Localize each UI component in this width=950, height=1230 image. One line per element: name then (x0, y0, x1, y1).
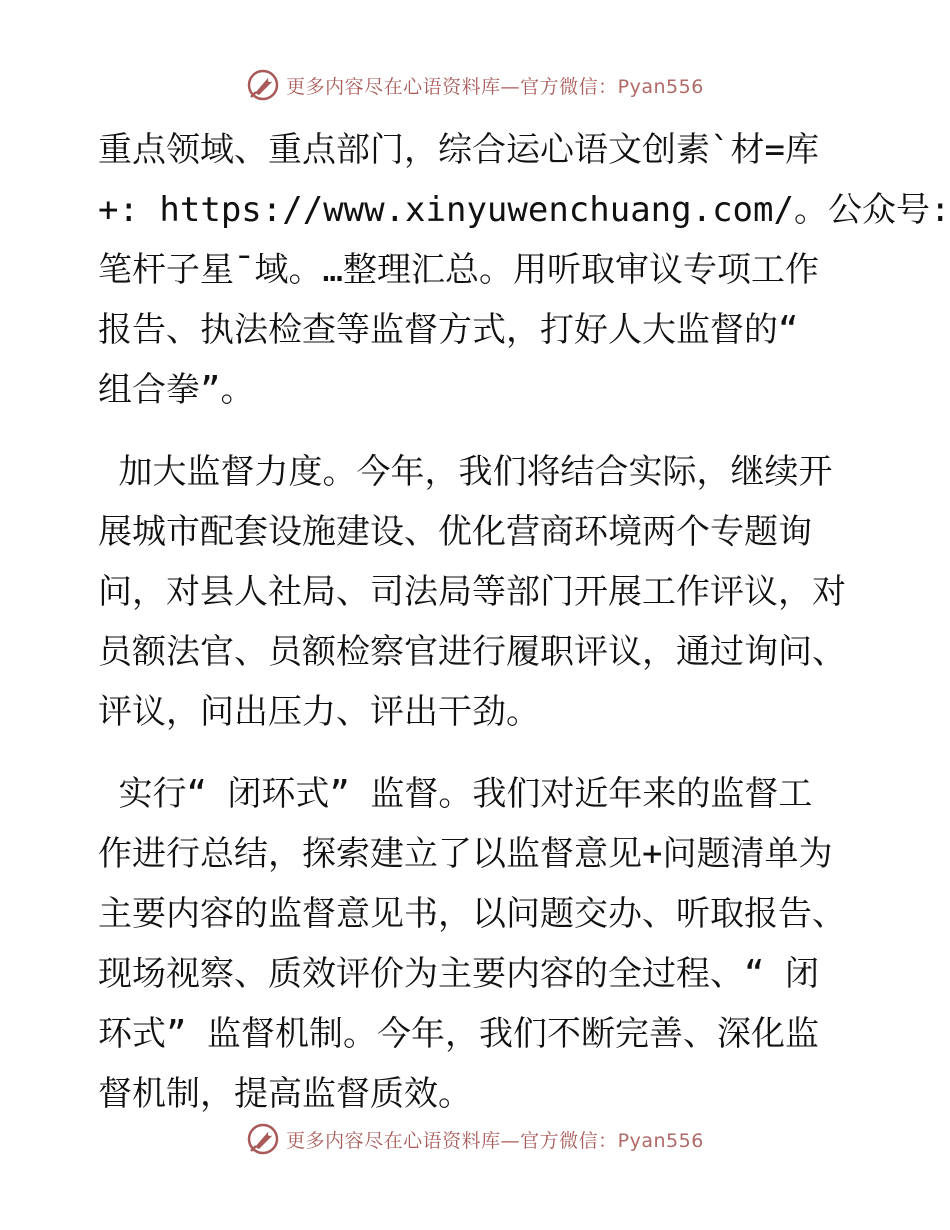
text-line: 重点领域、重点部门，综合运心语文创素`材=库 (98, 130, 819, 170)
text-line: 笔杆子星¯域。…整理汇总。用听取审议专项工作 (98, 250, 819, 290)
footer-watermark (0, 1122, 950, 1156)
text-line: 现场视察、质效评价为主要内容的全过程、“ 闭 (98, 954, 819, 994)
paragraph-3 (98, 764, 858, 1124)
watermark-handle: Pyan556 (617, 75, 704, 98)
watermark-text: 更多内容尽在心语资料库—官方微信： (286, 75, 618, 98)
text-line: 展城市配套设施建设、优化营商环境两个专题询 (98, 512, 812, 552)
text-line: 组合拳”。 (98, 370, 255, 410)
paragraph-2 (98, 442, 858, 742)
text-line: 主要内容的监督意见书，以问题交办、听取报告、 (98, 894, 846, 934)
text-line: 加大监督力度。今年，我们将结合实际，继续开 (98, 452, 833, 492)
paragraph-1 (98, 120, 950, 420)
pen-nib-logo-icon (246, 68, 280, 102)
document-body (98, 120, 950, 1146)
text-line: 督机制，提高监督质效。 (98, 1074, 472, 1114)
text-line: 评议，问出压力、评出干劲。 (98, 692, 540, 732)
text-line: 环式” 监督机制。今年，我们不断完善、深化监 (98, 1014, 819, 1054)
text-line: +: https://www.xinyuwenchuang.com/。公众号: (98, 190, 950, 230)
watermark-text: 更多内容尽在心语资料库—官方微信： (286, 1129, 618, 1152)
pen-nib-logo-icon (246, 1122, 280, 1156)
text-line: 报告、执法检查等监督方式，打好人大监督的“ (98, 310, 799, 350)
text-line: 员额法官、员额检察官进行履职评议，通过询问、 (98, 632, 846, 672)
watermark-handle: Pyan556 (617, 1129, 704, 1152)
text-line: 问，对县人社局、司法局等部门开展工作评议，对 (98, 572, 846, 612)
text-line: 作进行总结，探索建立了以监督意见+问题清单为 (98, 834, 833, 874)
header-watermark (0, 68, 950, 102)
text-line: 实行“ 闭环式” 监督。我们对近年来的监督工 (98, 774, 813, 814)
